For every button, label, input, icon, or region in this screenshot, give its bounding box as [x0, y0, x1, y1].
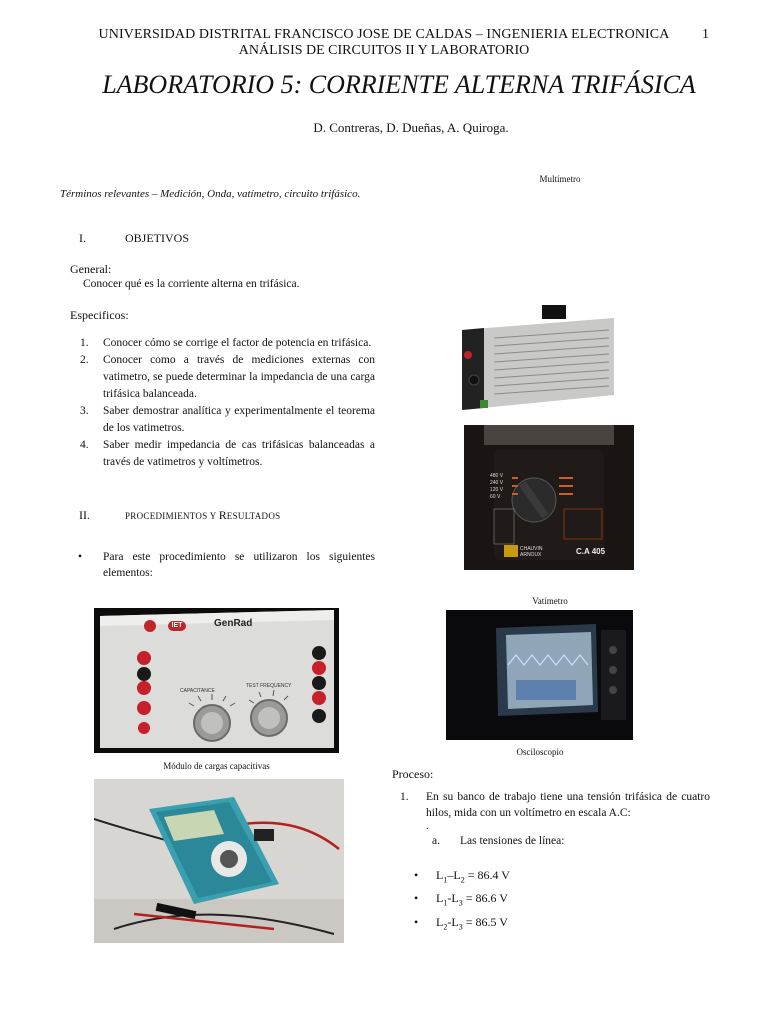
objectives-list [64, 335, 375, 471]
list-item: 1. Conocer cómo se corrige el factor de potencia en trifásica. [80, 337, 372, 349]
section-number: II. [79, 508, 90, 522]
multimetro-caption: Multímetro [539, 174, 581, 184]
chauvin-arnoux-brand: CHAUVIN ARNOUX [520, 546, 543, 558]
bullet-intro [78, 549, 375, 581]
page-number: 1 [702, 27, 709, 42]
load-bank-photo [424, 300, 629, 420]
list-item: 2. Conocer como a través de mediciones externas con vatimetro, se puede determinar la impedancia de una carga trifásica balanceada. [80, 354, 375, 400]
capacitive-module-caption: Módulo de cargas capacitivas [163, 761, 270, 771]
test-frequency-label: TEST FREQUENCY [246, 683, 292, 689]
section-heading-procedimientos: II. PROCEDIMIENTOS Y RESULTADOS [79, 508, 281, 522]
osciloscopio-caption: Osciloscopio [516, 747, 564, 757]
list-item: • $L_1-L_2 = 86.4$ V [414, 868, 510, 885]
line-voltage-list [414, 866, 510, 936]
capacitive-module-photo [94, 608, 339, 753]
genrad-brand: GenRad [214, 618, 253, 629]
paper-title: LABORATORIO 5: CORRIENTE ALTERNA TRIFÁSICA [102, 70, 696, 99]
list-item: 4. Saber medir impedancia de cas trifásicas balanceadas a través de vatimetros y voltímetros. [80, 439, 375, 468]
index-terms: Términos relevantes – Medición, Onda, vatímetro, circuito trifásico. [60, 188, 361, 200]
proceso-label: Proceso: [392, 767, 434, 781]
vatimetro-caption: Vatímetro [532, 596, 568, 606]
section-heading-objetivos [79, 231, 189, 246]
section-title: OBJETIVOS [125, 231, 190, 245]
general-text: Conocer qué es la corriente alterna en trifásica. [83, 278, 300, 290]
course-name: ANÁLISIS DE CIRCUITOS II Y LABORATORIO [238, 43, 530, 58]
general-label: General: [70, 262, 112, 276]
authors: D. Contreras, D. Dueñas, A. Quiroga. [313, 120, 509, 135]
list-item: 3. Saber demostrar analítica y experimentalmente el teorema de los vatimetros. [80, 405, 375, 434]
running-header: UNIVERSIDAD DISTRITAL FRANCISCO JOSE DE CALDAS – INGENIERIA ELECTRONICA [98, 27, 670, 42]
bullet-text: Para este procedimiento se utilizaron los siguientes elementos: [103, 551, 375, 579]
stray-dot: . [426, 821, 429, 832]
multimeter-photo [94, 779, 344, 943]
iet-logo: IET [168, 621, 186, 631]
capacitance-label: CAPACITANCE [180, 688, 215, 694]
wattmeter-photo [464, 425, 634, 570]
bullet-icon: • [78, 551, 83, 563]
model-label: C.A 405 [576, 547, 606, 556]
oscilloscope-photo [446, 610, 633, 740]
range-labels: 480 V 240 V 120 V 60 V [490, 473, 504, 500]
list-item: • $L_1-L_3 = 86.6$ V [414, 891, 508, 908]
especificos-label: Especificos: [70, 308, 129, 322]
procedure-step-1: 1. En su banco de trabajo tiene una tensión trifásica de cuatro hilos, mida con un voltímetro en escala A.C: [400, 791, 710, 819]
sub-step-a: a. Las tensiones de línea: [432, 835, 565, 847]
section-number: I. [79, 231, 86, 245]
list-item: • $L_2-L_3 = 86.5$ V [414, 914, 508, 932]
